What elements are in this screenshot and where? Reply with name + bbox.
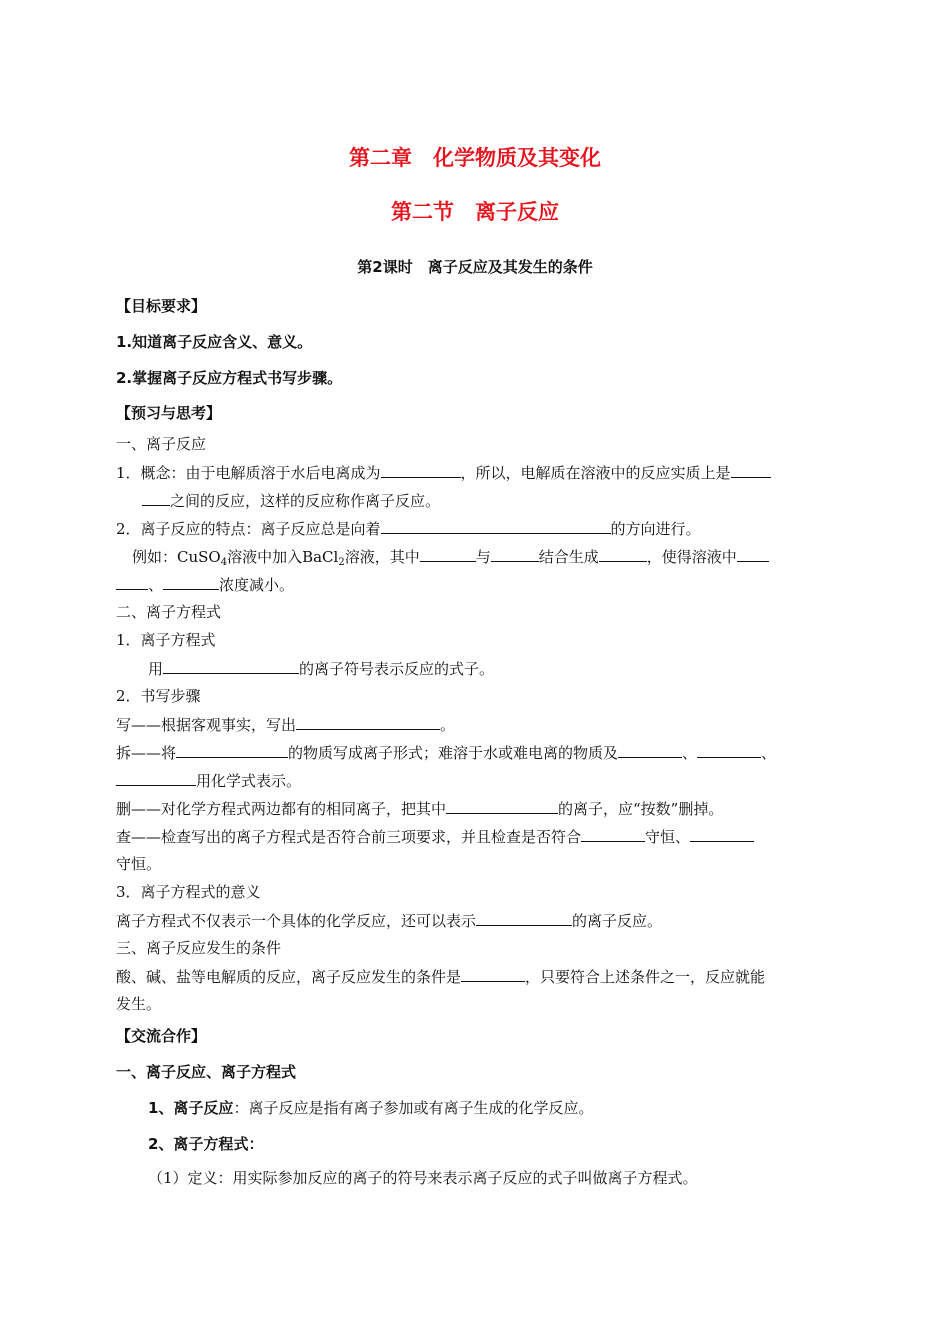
condition-line: 酸、碱、盐等电解质的反应，离子反应发生的条件是 ，只要符合上述条件之一，反应就能 xyxy=(116,968,766,986)
blank[interactable] xyxy=(142,490,170,506)
step-split-2: 用化学式表示。 xyxy=(116,770,301,791)
blank[interactable] xyxy=(461,966,525,982)
feature-line: 2．离子反应的特点：离子反应总是向着 的方向进行。 xyxy=(116,520,701,538)
blank[interactable] xyxy=(581,826,645,842)
blank[interactable] xyxy=(381,462,461,478)
blank[interactable] xyxy=(163,658,299,674)
goal-item-1: 1.知道离子反应含义、意义。 xyxy=(116,333,313,351)
blank[interactable] xyxy=(116,770,196,786)
step-check: 查——检查写出的离子方程式是否符合前三项要求，并且检查是否符合 守恒、 xyxy=(116,826,754,847)
blank[interactable] xyxy=(697,742,761,758)
blank[interactable] xyxy=(381,518,611,534)
example-line: 例如：CuSO$_4$溶液中加入BaCl$_2$溶液，其中 与 结合生成 ，使得溶液中 xyxy=(132,546,769,570)
section-title: 第二节 离子反应 xyxy=(391,200,559,224)
step-delete: 删——对化学方程式两边都有的相同离子，把其中 的离子，应“按数”删掉。 xyxy=(116,800,724,818)
coop-item-2: 2、离子方程式： xyxy=(148,1135,264,1153)
blank[interactable] xyxy=(116,574,148,590)
step-split: 拆——将 的物质写成离子形式；难溶于水或难电离的物质及 、 、 xyxy=(116,744,777,762)
part3-title: 三、离子反应发生的条件 xyxy=(116,939,282,957)
blank[interactable] xyxy=(176,742,288,758)
coop-definition: （1）定义：用实际参加反应的离子的符号来表示离子反应的式子叫做离子方程式。 xyxy=(148,1169,698,1187)
blank[interactable] xyxy=(296,714,440,730)
example-line-2: 、 浓度减小。 xyxy=(116,574,294,595)
part2-title: 二、离子方程式 xyxy=(116,603,222,621)
meaning-line: 离子方程式不仅表示一个具体的化学反应，还可以表示 的离子反应。 xyxy=(116,912,663,930)
step-write: 写——根据客观事实，写出 。 xyxy=(116,716,456,734)
coop-part1-title: 一、离子反应、离子方程式 xyxy=(116,1063,297,1081)
preview-heading: 【预习与思考】 xyxy=(116,404,222,422)
blank[interactable] xyxy=(618,742,682,758)
concept-line: 1．概念：由于电解质溶于水后电离成为 ，所以，电解质在溶液中的反应实质上是 xyxy=(116,462,771,483)
blank[interactable] xyxy=(476,910,572,926)
chapter-title: 第二章 化学物质及其变化 xyxy=(349,146,601,170)
eq-title: 1．离子方程式 xyxy=(116,631,216,649)
blank[interactable] xyxy=(446,798,558,814)
cooperation-heading: 【交流合作】 xyxy=(116,1027,207,1045)
coop-item-1: 1、离子反应：离子反应是指有离子参加或有离子生成的化学反应。 xyxy=(148,1099,594,1117)
blank[interactable] xyxy=(737,546,769,562)
meaning-title: 3．离子方程式的意义 xyxy=(116,883,261,901)
blank[interactable] xyxy=(690,826,754,842)
concept-line-2: 之间的反应，这样的反应称作离子反应。 xyxy=(142,490,440,511)
blank[interactable] xyxy=(420,546,476,562)
blank[interactable] xyxy=(163,574,219,590)
goal-item-2: 2.掌握离子反应方程式书写步骤。 xyxy=(116,369,343,387)
steps-title: 2．书写步骤 xyxy=(116,687,201,705)
blank[interactable] xyxy=(491,546,539,562)
eq-line: 用 的离子符号表示反应的式子。 xyxy=(148,660,495,678)
blank[interactable] xyxy=(731,462,771,478)
condition-line-2: 发生。 xyxy=(116,995,162,1013)
blank[interactable] xyxy=(599,546,647,562)
step-check-2: 守恒。 xyxy=(116,855,162,873)
goals-heading: 【目标要求】 xyxy=(116,297,207,315)
part1-title: 一、离子反应 xyxy=(116,435,207,453)
lesson-title: 第2课时 离子反应及其发生的条件 xyxy=(357,258,593,276)
